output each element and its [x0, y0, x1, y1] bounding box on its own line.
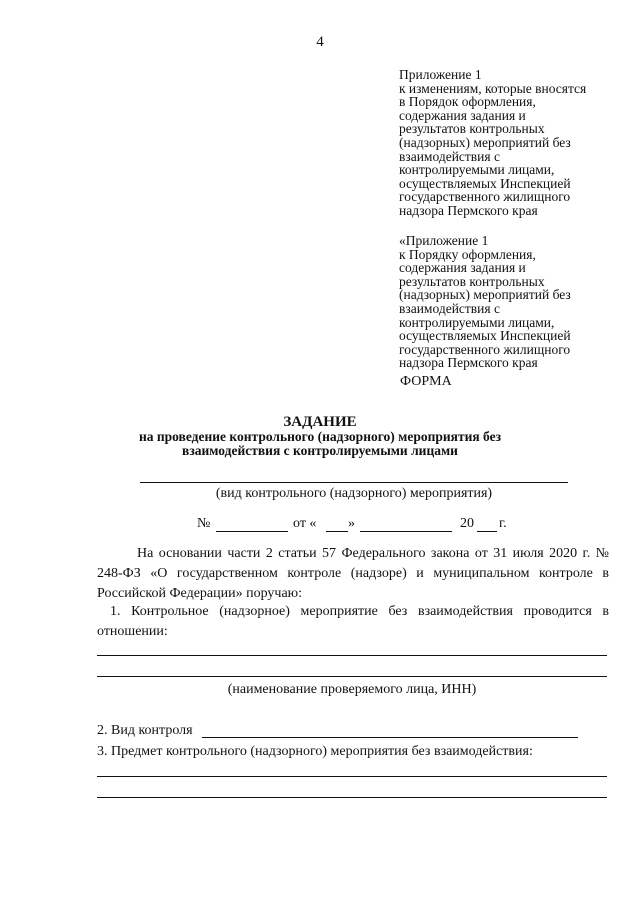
entity-caption: (наименование проверяемого лица, ИНН) — [227, 682, 477, 697]
entity-fill-line[interactable] — [97, 655, 607, 656]
appendix-line: результатов контрольных — [399, 273, 545, 289]
year-blank[interactable] — [477, 519, 497, 532]
appendix-line: контролируемыми лицами, — [399, 314, 555, 330]
appendix-line: Приложение 1 — [399, 67, 482, 82]
appendix-block-procedure — [399, 234, 629, 370]
year-prefix: 20 — [460, 516, 474, 531]
form-label: ФОРМА — [400, 374, 452, 389]
appendix-line: «Приложение 1 — [399, 233, 489, 248]
basis-paragraph: На основании части 2 статьи 57 Федерального закона от 31 июля 2020 г. № 248-ФЗ «О государственном контроле (надзоре) и муниципальном контроле в Российской Федерации» поручаю: — [97, 546, 609, 601]
appendix-line: государственного жилищного — [399, 341, 571, 357]
appendix-line: к изменениям, которые вносятся — [399, 80, 587, 96]
appendix-line: осуществляемых Инспекцией — [399, 328, 571, 344]
subject-fill-line[interactable] — [97, 776, 607, 777]
appendix-line: государственного жилищного — [399, 189, 571, 205]
event-type-caption: (вид контрольного (надзорного) мероприятия) — [215, 486, 493, 501]
appendix-line: контролируемыми лицами, — [399, 162, 555, 178]
entity-fill-line[interactable] — [97, 676, 607, 677]
item-3-label: 3. Предмет контрольного (надзорного) мероприятия без взаимодействия: — [97, 744, 533, 759]
page-number: 4 — [316, 34, 324, 50]
control-type-fill-line[interactable] — [202, 737, 578, 738]
document-subtitle — [0, 430, 640, 458]
year-suffix: г. — [499, 516, 507, 531]
appendix-line: осуществляемых Инспекцией — [399, 175, 571, 191]
appendix-line: результатов контрольных — [399, 121, 545, 137]
appendix-line: (надзорных) мероприятий без — [399, 287, 571, 303]
appendix-line: взаимодействия с — [399, 148, 500, 164]
day-blank[interactable] — [326, 519, 348, 532]
appendix-line: содержания задания и — [399, 260, 526, 276]
appendix-line: в Порядок оформления, — [399, 94, 536, 110]
event-type-fill-line[interactable] — [140, 482, 568, 483]
item-2-label: 2. Вид контроля — [97, 723, 193, 738]
subtitle-line: взаимодействия с контролируемыми лицами — [182, 443, 458, 458]
appendix-line: (надзорных) мероприятий без — [399, 134, 571, 150]
subject-fill-line[interactable] — [97, 797, 607, 798]
appendix-line: надзора Пермского края — [399, 355, 538, 371]
document-title: ЗАДАНИЕ — [283, 414, 357, 430]
date-from-label: от « — [293, 516, 317, 531]
item-1-text: 1. Контрольное (надзорное) мероприятие без взаимодействия проводится в отношении: — [97, 604, 609, 639]
appendix-line: взаимодействия с — [399, 300, 500, 316]
quote-close: » — [348, 516, 355, 531]
appendix-line: надзора Пермского края — [399, 202, 538, 218]
number-blank[interactable] — [216, 519, 288, 532]
month-blank[interactable] — [360, 519, 452, 532]
appendix-line: к Порядку оформления, — [399, 246, 536, 262]
appendix-line: содержания задания и — [399, 107, 526, 123]
subtitle-line: на проведение контрольного (надзорного) мероприятия без — [138, 429, 502, 444]
appendix-block-amendments — [399, 68, 629, 218]
number-sign: № — [197, 516, 211, 531]
